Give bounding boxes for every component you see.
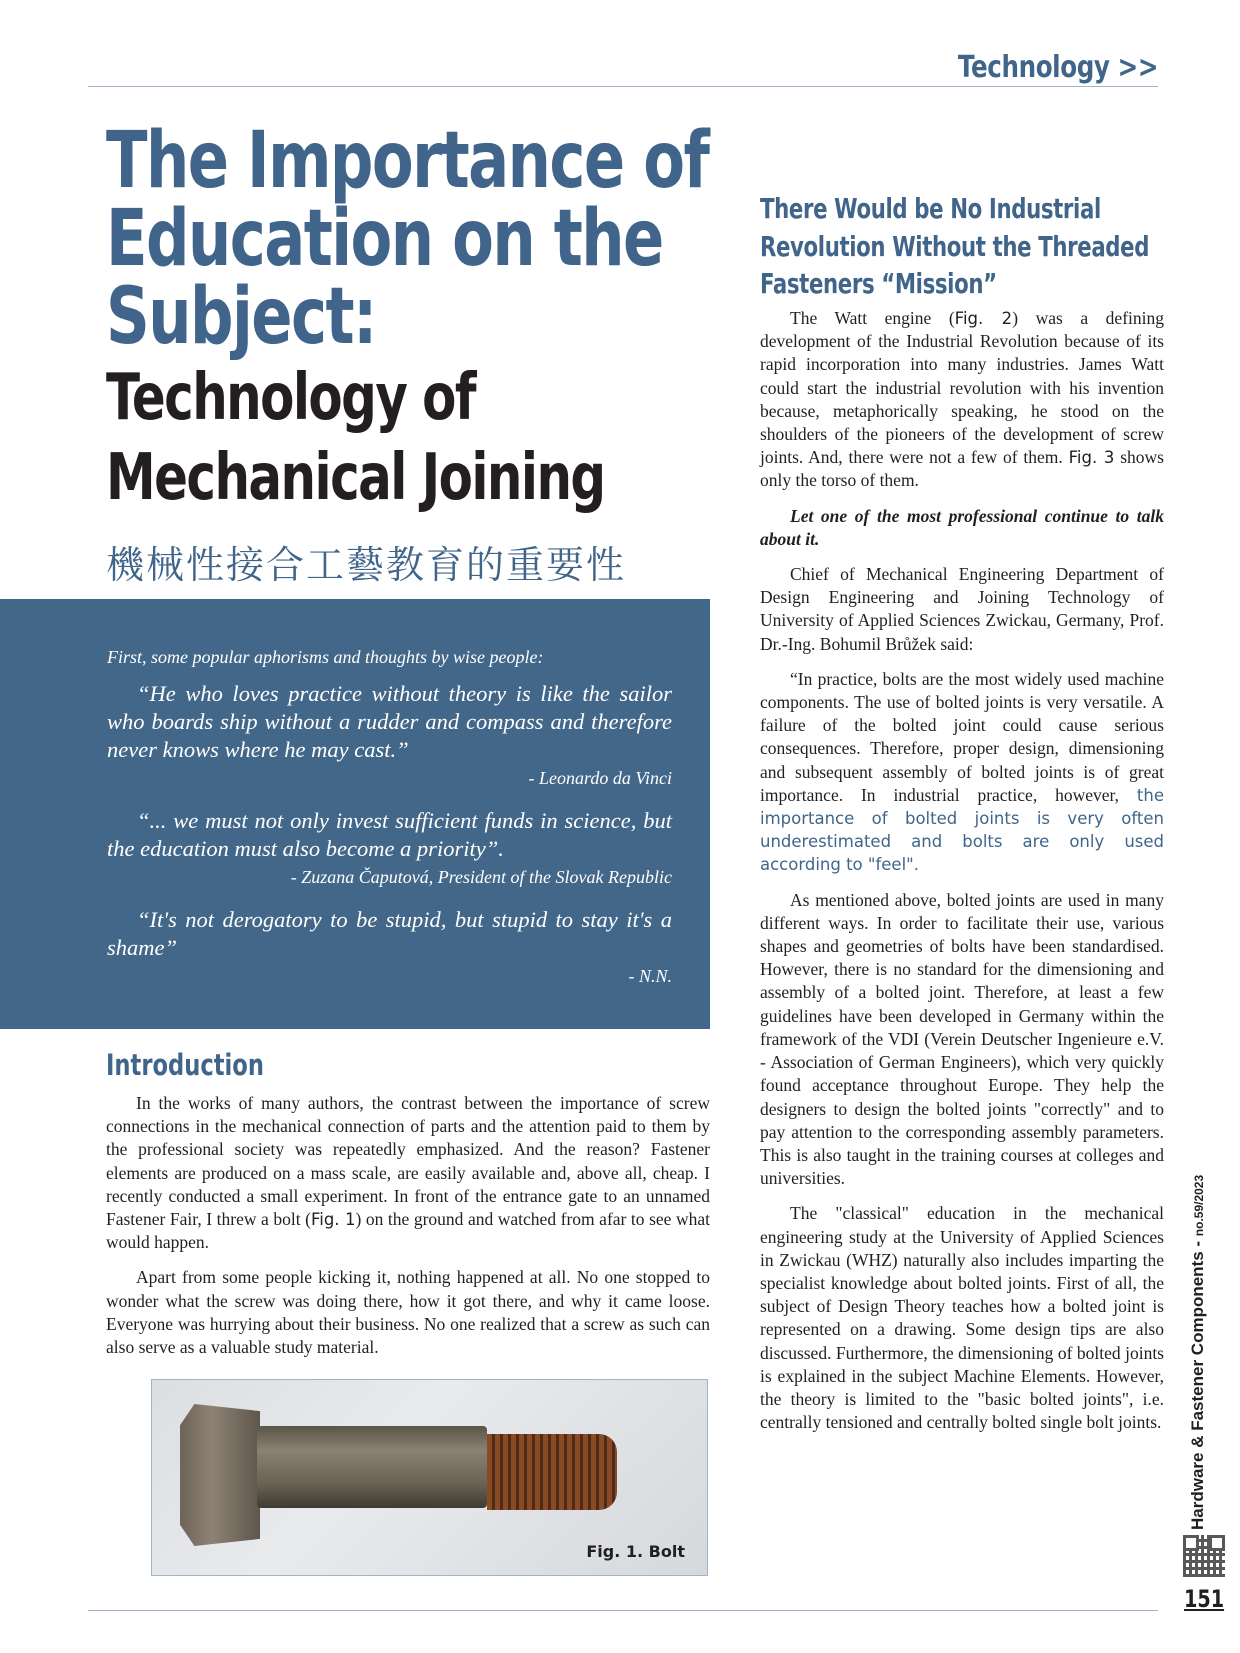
introduction-body <box>106 1092 710 1371</box>
article-title <box>106 116 709 589</box>
section-label: Technology >> <box>957 50 1158 85</box>
paragraph <box>760 668 1164 877</box>
issue-number: no.59/2023 <box>1192 1174 1206 1237</box>
quote-intro: First, some popular aphorisms and thoughts by wise people: <box>107 647 544 667</box>
paragraph <box>760 307 1164 493</box>
paragraph-emphasis: Let one of the most professional continue to talk about it. <box>760 505 1164 549</box>
header-rule <box>88 86 1158 87</box>
paragraph: The "classical" education in the mechanical engineering study at the University of Applied Sciences in Zwickau (WHZ) naturally also includes imparting the specialist knowledge about bolted joints. First of all, the subject of Design Theory teaches how a bolted joint is represented on a drawing. Some design tips are also discussed. Furthermore, the dimensioning of bolted joints is explained in the subject Machine Elements. However, the theory is limited to the "basic bolted joints", i.e. centrally tensioned and centrally bolted single bolt joints. <box>760 1203 1164 1433</box>
text-run: “In practice, bolts are the most widely used machine components. The use of bolted joints is very versatile. A failure of the bolted joint could cause serious consequences. Therefore, proper design, dimensioning and subsequent assembly of bolted joints is of great importance. In industrial practice, however, <box>760 668 1164 805</box>
paragraph: Apart from some people kicking it, nothing happened at all. No one stopped to wonder what the screw was doing there, how it got there, and why it came loose. Everyone was hurrying about their business. No one realized that a screw as such can also serve as a valuable study material. <box>106 1267 710 1358</box>
title-line: Education on the <box>106 194 663 284</box>
fig-3-reference: Fig. 3 <box>1068 448 1115 468</box>
footer-rule <box>88 1610 1158 1611</box>
qr-code-icon <box>1183 1535 1225 1577</box>
text-run: In the works of many authors, the contrast between the importance of screw connections in the mechanical connection of parts and the attention paid to them by the professional society was repeatedly emphasized. And the reason? Fastener elements are produced on a mass scale, are easily available and, above all, cheap. I recently conducted a small experiment. In front of the entrance gate to an unnamed Fastener Fair, I threw a bolt ( <box>106 1093 710 1230</box>
quote-text: “It's not derogatory to be stupid, but stupid to stay it's a shame” <box>107 907 672 960</box>
subtitle-line: Mechanical Joining <box>106 441 605 515</box>
highlighted-text: the importance of bolted joints is very often underestimated and bolts are only used according to "feel". <box>760 785 1164 875</box>
paragraph: Chief of Mechanical Engineering Department of Design Engineering and Joining Technology of University of Applied Sciences Zwickau, Germany, Prof. Dr.-Ing. Bohumil Brůžek said: <box>760 564 1164 654</box>
subtitle-line: Technology of <box>106 361 476 435</box>
figure-1-bolt-photo <box>151 1379 708 1576</box>
quote-author: - N.N. <box>628 966 672 986</box>
text-run: ) on the ground and watched from afar to see what would happen. <box>106 1209 711 1253</box>
quote-text: “... we must not only invest sufficient funds in science, but the education must also become a priority”. <box>107 808 672 861</box>
chinese-title: 機械性接合工藝教育的重要性 <box>106 543 627 587</box>
bolt-thread-image <box>487 1434 617 1510</box>
text-run: shows only the torso of them. <box>760 447 1164 491</box>
right-column-body <box>760 307 1164 1446</box>
quote-author: - Leonardo da Vinci <box>528 768 672 788</box>
page-number: 151 <box>1184 1585 1225 1613</box>
quote-author: - Zuzana Čaputová, President of the Slovak Republic <box>290 867 672 887</box>
title-line: Subject: <box>106 272 376 362</box>
aphorisms-box <box>0 599 710 1029</box>
bolt-head-image <box>180 1404 260 1546</box>
title-line: The Importance of <box>106 116 709 206</box>
quote-text: “He who loves practice without theory is like the sailor who boards ship without a rudder and compass and therefore never knows where he may cast.” <box>107 681 672 762</box>
bolt-shank-image <box>257 1426 487 1508</box>
paragraph: As mentioned above, bolted joints are used in many different ways. In order to facilitate their use, various shapes and geometries of bolts have been standardised. However, there is no standard for the dimensioning and assembly of a bolted joint. Therefore, at least a few guidelines have been developed in Germany within the framework of the VDI (Verein Deutscher Ingenieure e.V. - Association of German Engineers), which very quickly found acceptance throughout Europe. They help the designers to design the bolted joints "correctly" and to pay attention to the corresponding assembly parameters. This is also taught in the training courses at colleges and universities. <box>760 889 1164 1189</box>
figure-caption: Fig. 1. Bolt <box>586 1542 685 1561</box>
text-run: ) was a defining development of the Industrial Revolution because of its rapid incorporation into many industries. James Watt could start the industrial revolution with his invention because, metaphorically speaking, he stood on the shoulders of the pioneers of the development of screw joints. And, there were not a few of them. <box>760 308 1164 468</box>
section-heading: There Would be No Industrial Revolution Without the Threaded Fasteners “Mission” <box>760 192 1150 300</box>
magazine-name: Hardware & Fastener Components - <box>1188 1236 1207 1530</box>
paragraph <box>106 1092 710 1254</box>
fig-2-reference: Fig. 2 <box>954 309 1013 328</box>
introduction-heading: Introduction <box>106 1048 264 1082</box>
fig-1-reference: Fig. 1 <box>310 1210 356 1230</box>
magazine-name-vertical <box>1188 1175 1208 1530</box>
text-run: The Watt engine ( <box>790 308 955 328</box>
